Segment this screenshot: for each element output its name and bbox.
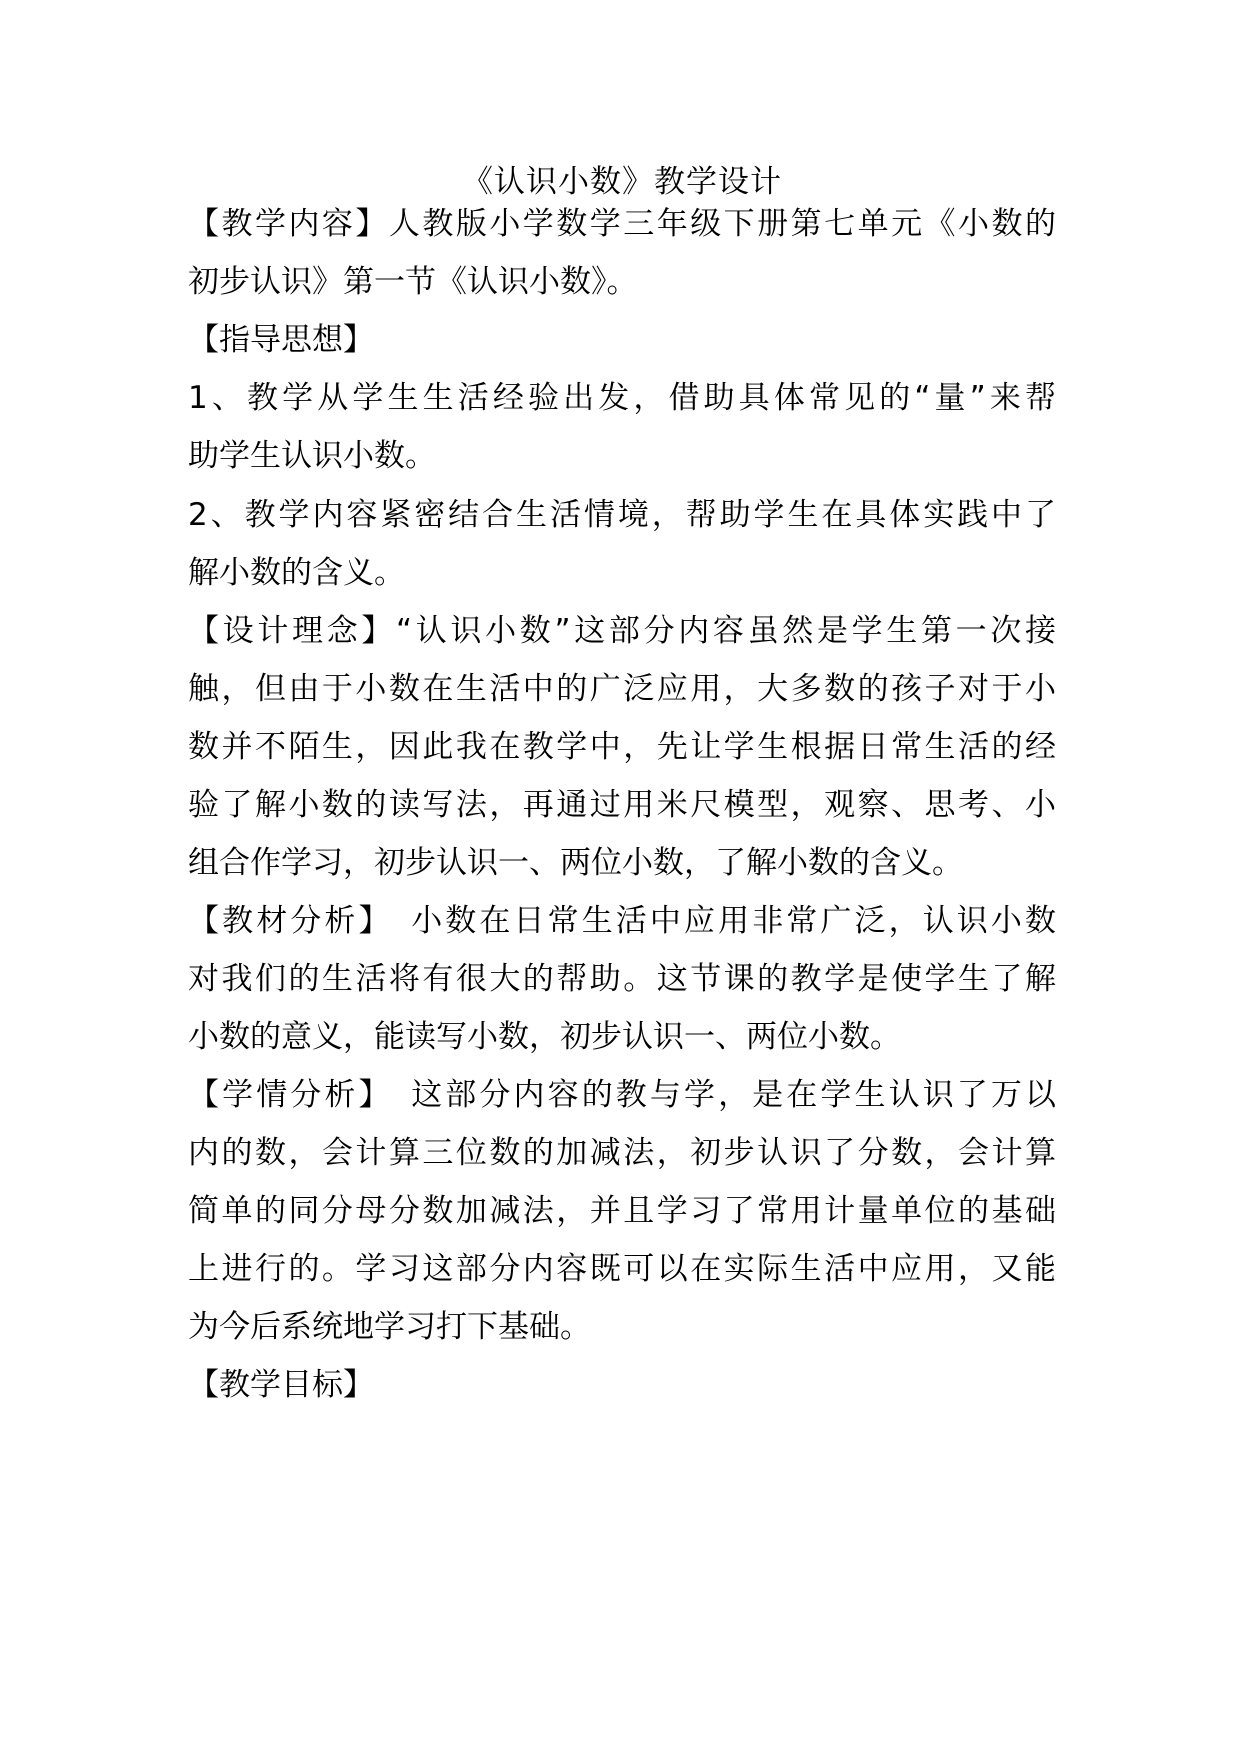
paragraph-textbook-analysis-line-1: 【教材分析】 小数在日常生活中应用非常广泛，认识小数 <box>188 903 1056 939</box>
heading-teaching-objectives: 【教学目标】 <box>188 1367 374 1403</box>
paragraph-design-concept-line-1: 【设计理念】“认识小数”这部分内容虽然是学生第一次接 <box>188 613 1056 649</box>
paragraph-textbook-analysis-line-3: 小数的意义，能读写小数，初步认识一、两位小数。 <box>188 1019 901 1055</box>
paragraph-design-concept-line-5: 组合作学习，初步认识一、两位小数，了解小数的含义。 <box>188 845 963 881</box>
paragraph-design-concept-line-4: 验了解小数的读写法，再通过用米尺模型，观察、思考、小 <box>188 787 1056 823</box>
guiding-point-1-line-2: 助学生认识小数。 <box>188 438 436 474</box>
paragraph-textbook-analysis-line-2: 对我们的生活将有很大的帮助。这节课的教学是使学生了解 <box>188 961 1056 997</box>
guiding-point-2-line-2: 解小数的含义。 <box>188 555 405 591</box>
paragraph-design-concept-line-3: 数并不陌生，因此我在教学中，先让学生根据日常生活的经 <box>188 729 1056 765</box>
guiding-point-2-line-1: 2、教学内容紧密结合生活情境，帮助学生在具体实践中了 <box>188 497 1056 533</box>
paragraph-learner-analysis-line-2: 内的数，会计算三位数的加减法，初步认识了分数，会计算 <box>188 1135 1056 1171</box>
paragraph-design-concept-line-2: 触，但由于小数在生活中的广泛应用，大多数的孩子对于小 <box>188 671 1056 707</box>
paragraph-teaching-content-line-1: 【教学内容】人教版小学数学三年级下册第七单元《小数的 <box>188 206 1056 242</box>
paragraph-learner-analysis-line-1: 【学情分析】 这部分内容的教与学，是在学生认识了万以 <box>188 1077 1056 1113</box>
guiding-point-1-line-1: 1、教学从学生生活经验出发，借助具体常见的“量”来帮 <box>188 380 1056 416</box>
heading-guiding-thought: 【指导思想】 <box>188 322 374 358</box>
paragraph-learner-analysis-line-5: 为今后系统地学习打下基础。 <box>188 1309 591 1345</box>
paragraph-learner-analysis-line-3: 简单的同分母分数加减法，并且学习了常用计量单位的基础 <box>188 1193 1056 1229</box>
document-title: 《认识小数》教学设计 <box>462 164 782 200</box>
paragraph-teaching-content-line-2: 初步认识》第一节《认识小数》。 <box>188 264 638 300</box>
paragraph-learner-analysis-line-4: 上进行的。学习这部分内容既可以在实际生活中应用，又能 <box>188 1251 1056 1287</box>
